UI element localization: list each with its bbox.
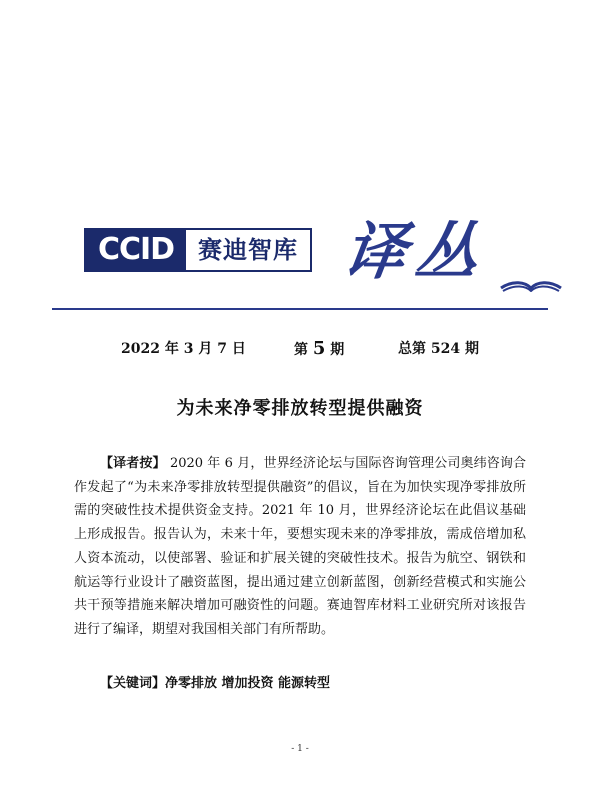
issue-line xyxy=(0,338,600,362)
page-number: - 1 - xyxy=(291,744,309,754)
masthead xyxy=(84,212,564,302)
issue-number-suffix: 期 xyxy=(330,342,345,358)
issue-number-value: 5 xyxy=(312,338,326,359)
ccid-logo xyxy=(84,228,312,272)
series-title: 译丛 xyxy=(338,215,494,288)
open-book-icon xyxy=(499,270,563,292)
issue-date: 2022 年 3 月 7 日 xyxy=(121,341,246,357)
issue-number-prefix: 第 xyxy=(294,342,308,358)
translator-note xyxy=(74,452,526,642)
issue-number xyxy=(294,338,344,359)
keywords: 【关键词】净零排放 增加投资 能源转型 xyxy=(100,676,331,691)
logo-name: 赛迪智库 xyxy=(198,236,298,264)
translator-note-label: 【译者按】 xyxy=(100,456,166,471)
header-rule xyxy=(52,308,548,310)
translator-note-text: 2020 年 6 月，世界经济论坛与国际咨询管理公司奥纬咨询合作发起了“为未来净零排放转型提供融资”的倡议，旨在为加快实现净零排放所需的突破性技术提供资金支持。2021 年 10 月，世界经济论坛在此倡议基础上形成报告。报告认为，未来十年，要想实现未来的净零排放，需成倍增加私人资本流动，以使部署、验证和扩展关键的突破性技术。报告为航空、钢铁和航运等行业设计了融资蓝图，提出通过建立创新蓝图，创新经营模式和实施公共干预等措施来解决增加可融资性的问题。赛迪智库材料工业研究所对该报告进行了编译，期望对我国相关部门有所帮助。 xyxy=(74,456,526,637)
page-title: 为未来净零排放转型提供融资 xyxy=(176,398,424,419)
logo-mark: CCID xyxy=(86,230,186,270)
issue-total: 总第 524 期 xyxy=(398,341,479,357)
